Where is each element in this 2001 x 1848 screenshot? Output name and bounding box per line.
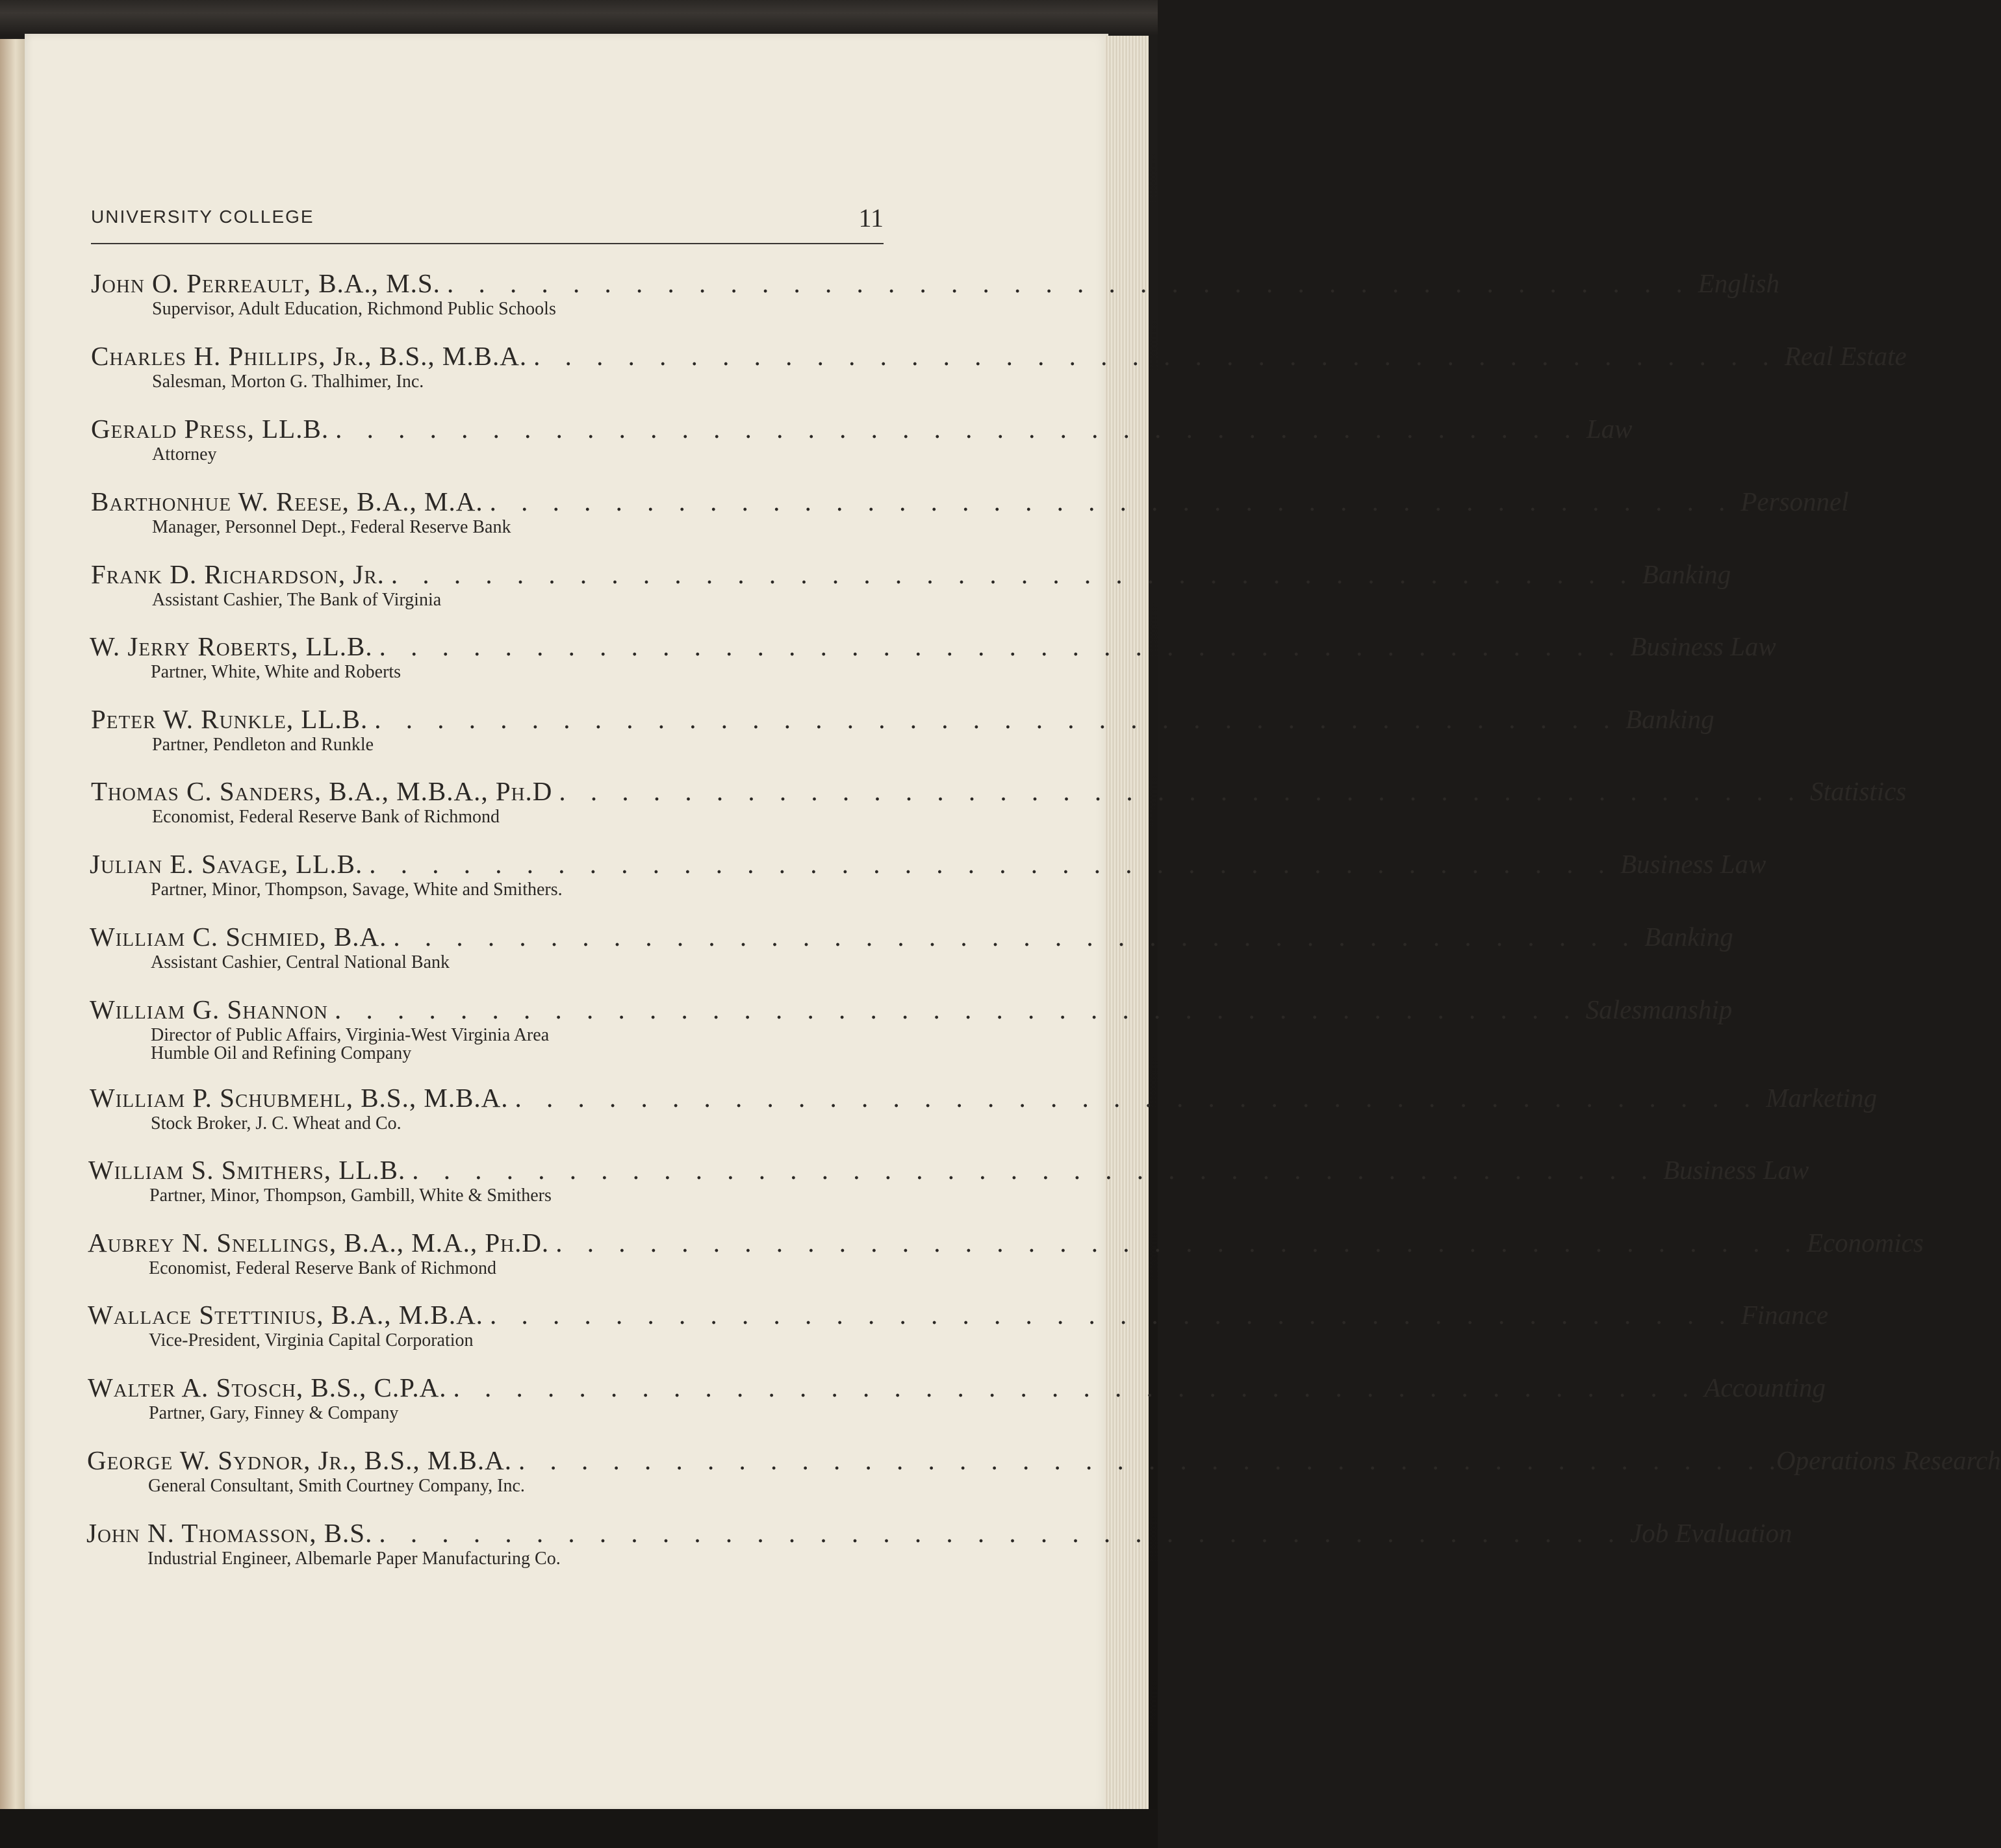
faculty-entry [90,848,1766,913]
dot-leader: . . . . . . . . . . . . . . . . . . . . . . . . . . . . . . . . . . . . . . . . [374,704,1620,734]
page-number: 11 [858,203,884,233]
subject-area: Statistics [1810,776,1907,806]
faculty-entry [90,1082,1878,1147]
faculty-name: Thomas C. Sanders, B.A., M.B.A., Ph.D [91,776,553,806]
subject-area: Economics [1806,1228,1924,1258]
entry-heading [90,631,1776,662]
entry-heading [88,1154,1809,1185]
faculty-entry [91,559,1731,624]
subject-area: English [1698,268,1779,298]
faculty-position: Partner, White, White and Roberts [151,662,401,682]
entry-heading [91,413,1633,444]
subject-area: Banking [1644,922,1733,952]
dot-leader: . . . . . . . . . . . . . . . . . . . . . . . . . . . . . . . . . . . . . . . . [369,849,1614,879]
subject-area: Business Law [1620,849,1766,879]
faculty-entry [91,268,1779,333]
subject-area: Business Law [1663,1155,1809,1185]
faculty-position: Assistant Cashier, The Bank of Virginia [152,590,442,610]
running-head-title: UNIVERSITY COLLEGE [91,207,314,227]
entry-heading [91,486,1849,517]
dot-leader: . . . . . . . . . . . . . . . . . . . . . . . . . . . . . . . . . . . . . . . . [555,1228,1800,1258]
faculty-position: Partner, Minor, Thompson, Savage, White and Smithers. [151,880,563,900]
subject-area: Law [1586,414,1633,444]
entry-heading [91,559,1731,590]
subject-area: Banking [1625,704,1714,734]
faculty-position: Economist, Federal Reserve Bank of Richmond [149,1258,496,1278]
entry-heading [90,848,1766,880]
faculty-name: Barthonhue W. Reese, B.A., M.A. [91,487,483,516]
dot-leader: . . . . . . . . . . . . . . . . . . . . . . . . . . . . . . . . . . . . . . . . [518,1445,1763,1475]
dot-leader: . . . . . . . . . . . . . . . . . . . . . . . . . . . . . . . . . . . . . . . . [489,1300,1735,1330]
faculty-position: Assistant Cashier, Central National Bank [151,952,450,972]
faculty-entry [86,1517,1792,1582]
dot-leader: . . . . . . . . . . . . . . . . . . . . . . . . . . . . . . . . . . . . . . . . [515,1083,1760,1113]
entry-heading [87,1445,2001,1476]
entry-heading [86,1517,1792,1549]
faculty-name: Julian E. Savage, LL.B. [90,849,363,879]
faculty-name: Peter W. Runkle, LL.B. [91,704,368,734]
faculty-name: Aubrey N. Snellings, B.A., M.A., Ph.D. [88,1228,550,1258]
faculty-position: Director of Public Affairs, Virginia-West Virginia Area [151,1025,550,1045]
faculty-name: William P. Schubmehl, B.S., M.B.A. [90,1083,509,1113]
faculty-entry [88,1299,1829,1364]
dot-leader: . . . . . . . . . . . . . . . . . . . . . . . . . . . . . . . . . . . . . . . . [533,341,1778,371]
faculty-name: Charles H. Phillips, Jr., B.S., M.B.A. [91,341,528,371]
facing-page-edge [0,39,26,1848]
faculty-name: William G. Shannon [90,994,328,1024]
entry-heading [90,994,1733,1025]
faculty-position: General Consultant, Smith Courtney Company, Inc. [148,1476,525,1496]
faculty-name: William S. Smithers, LL.B. [88,1155,406,1185]
entry-heading [91,340,1907,372]
faculty-position: Supervisor, Adult Education, Richmond Public Schools [152,299,556,319]
entry-heading [88,1227,1924,1258]
subject-area: Salesmanship [1585,994,1733,1024]
faculty-name: Gerald Press, LL.B. [91,414,329,444]
faculty-position: Salesman, Morton G. Thalhimer, Inc. [152,372,424,392]
faculty-entry [91,703,1714,768]
subject-area: Accounting [1704,1373,1826,1402]
faculty-name: John O. Perreault, B.A., M.S. [91,268,440,298]
faculty-entry [90,994,1733,1063]
entry-heading [91,776,1907,807]
subject-area: Job Evaluation [1630,1518,1792,1548]
entry-heading [88,1372,1826,1403]
faculty-entry [91,413,1633,478]
faculty-position: Partner, Minor, Thompson, Gambill, White & Smithers [149,1185,552,1206]
faculty-entry [90,921,1733,986]
faculty-name: Frank D. Richardson, Jr. [91,559,385,589]
faculty-name: George W. Sydnor, Jr., B.S., M.B.A. [87,1445,512,1475]
dot-leader: . . . . . . . . . . . . . . . . . . . . . . . . . . . . . . . . . . . . . . . . [379,631,1624,661]
entry-heading [88,1299,1829,1330]
dot-leader: . . . . . . . . . . . . . . . . . . . . . . . . . . . . . . . . . . . . . . . . [446,268,1692,298]
subject-area: Banking [1642,559,1731,589]
entry-heading [91,703,1714,735]
faculty-entry [87,1445,2001,1510]
faculty-position: Humble Oil and Refining Company [151,1043,412,1063]
faculty-entry [88,1372,1826,1437]
faculty-position: Attorney [152,444,217,464]
dot-leader: . . . . . . . . . . . . . . . . . . . . . . . . . . . . . . . . . . . . . . . . [559,776,1804,806]
entry-heading [90,1082,1878,1113]
faculty-entry [90,631,1776,696]
faculty-entry [91,486,1849,551]
entry-heading [91,268,1779,299]
faculty-entry [91,340,1907,405]
entry-heading [90,921,1733,952]
dot-leader: . . . . . . . . . . . . . . . . . . . . . . . . . . . . . . . . . . . . . . . . [393,922,1638,952]
dot-leader: . . . . . . . . . . . . . . . . . . . . . . . . . . . . . . . . . . . . . . . . [390,559,1636,589]
faculty-position: Manager, Personnel Dept., Federal Reserve Bank [152,517,511,537]
faculty-position: Economist, Federal Reserve Bank of Richmond [152,807,500,827]
faculty-position: Vice-President, Virginia Capital Corporation [149,1330,474,1350]
faculty-position: Partner, Gary, Finney & Company [149,1403,399,1423]
faculty-entry [88,1154,1809,1219]
subject-area: Finance [1740,1300,1829,1330]
dot-leader: . . . . . . . . . . . . . . . . . . . . . . . . . . . . . . . . . . . . . . . . [379,1518,1624,1548]
dot-leader: . . . . . . . . . . . . . . . . . . . . . . . . . . . . . . . . . . . . . . . . [335,994,1579,1024]
faculty-name: John N. Thomasson, B.S. [86,1518,373,1548]
dot-leader: . . . . . . . . . . . . . . . . . . . . . . . . . . . . . . . . . . . . . . . . [412,1155,1657,1185]
dot-leader: . . . . . . . . . . . . . . . . . . . . . . . . . . . . . . . . . . . . . . . . [453,1373,1698,1402]
faculty-position: Stock Broker, J. C. Wheat and Co. [151,1113,401,1133]
faculty-name: William C. Schmied, B.A. [90,922,387,952]
subject-area: Personnel [1740,487,1849,516]
bottom-shadow [0,1809,1158,1848]
dot-leader: . . . . . . . . . . . . . . . . . . . . . . . . . . . . . . . . . . . . . . . . [335,414,1580,444]
faculty-position: Industrial Engineer, Albemarle Paper Manufacturing Co. [147,1549,561,1569]
subject-area: Business Law [1630,631,1776,661]
running-head [91,203,884,244]
faculty-position: Partner, Pendleton and Runkle [152,735,374,755]
faculty-name: W. Jerry Roberts, LL.B. [90,631,373,661]
dot-leader: . . . . . . . . . . . . . . . . . . . . . . . . . . . . . . . . . . . . . . . . [489,487,1735,516]
faculty-name: Walter A. Stosch, B.S., C.P.A. [88,1373,447,1402]
faculty-name: Wallace Stettinius, B.A., M.B.A. [88,1300,483,1330]
subject-area: .Operations Research [1769,1445,2001,1475]
subject-area: Marketing [1766,1083,1878,1113]
faculty-entry [88,1227,1924,1292]
subject-area: Real Estate [1784,341,1907,371]
faculty-entry [91,776,1907,841]
